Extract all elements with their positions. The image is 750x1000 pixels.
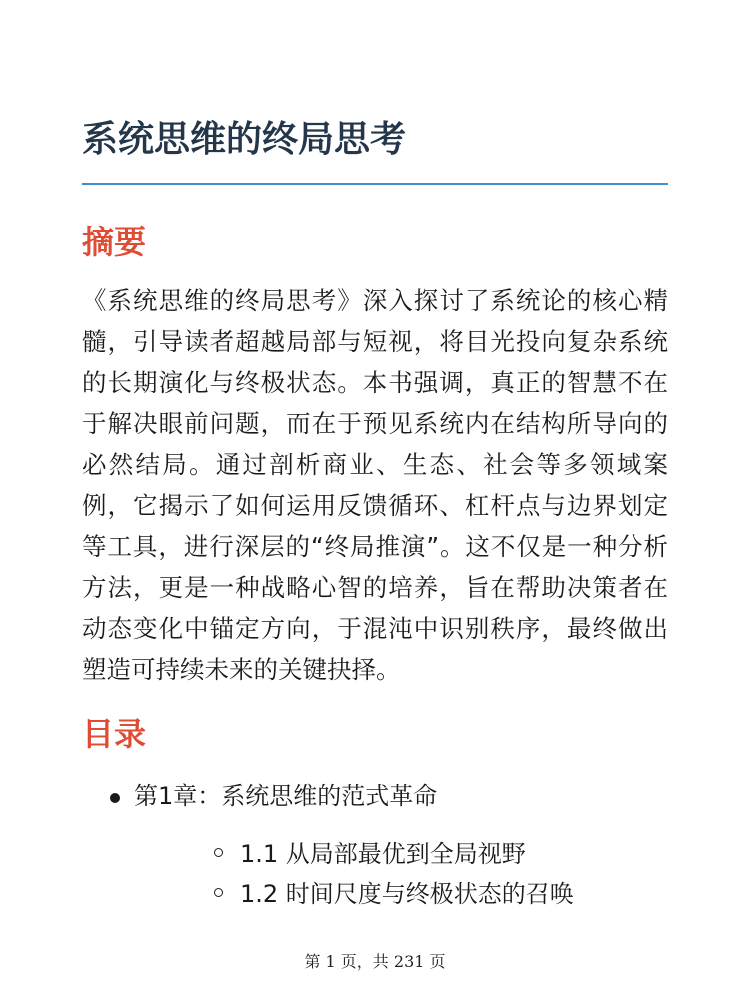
bullet-disc-icon bbox=[110, 793, 120, 803]
bullet-circle-icon bbox=[214, 848, 223, 857]
abstract-heading: 摘要 bbox=[82, 223, 147, 261]
toc-section-label: 1.1 从局部最优到全局视野 bbox=[240, 840, 526, 868]
document-title: 系统思维的终局思考 bbox=[82, 119, 407, 160]
toc-chapter-1-sections bbox=[134, 834, 668, 914]
table-of-contents bbox=[82, 774, 668, 914]
toc-section-1-2[interactable] bbox=[134, 874, 668, 914]
bullet-circle-icon bbox=[214, 888, 223, 897]
toc-section-1-1[interactable] bbox=[134, 834, 668, 874]
toc-section-label: 1.2 时间尺度与终极状态的召唤 bbox=[240, 880, 574, 908]
page-footer: 第 1 页，共 231 页 bbox=[304, 952, 446, 971]
toc-chapter-1[interactable] bbox=[82, 774, 668, 914]
abstract-paragraph: 《系统思维的终局思考》深入探讨了系统论的核心精髓，引导读者超越局部与短视，将目光投向复杂系统的长期演化与终极状态。本书强调，真正的智慧不在于解决眼前问题，而在于预见系统内在结构所导向的必然结局。通过剖析商业、生态、社会等多领域案例，它揭示了如何运用反馈循环、杠杆点与边界划定等工具，进行深层的“终局推演”。这不仅是一种分析方法，更是一种战略心智的培养，旨在帮助决策者在动态变化中锚定方向，于混沌中识别秩序，最终做出塑造可持续未来的关键抉择。 bbox=[82, 286, 668, 684]
title-divider bbox=[82, 183, 668, 185]
toc-heading: 目录 bbox=[82, 715, 147, 753]
toc-chapter-label: 第1章：系统思维的范式革命 bbox=[134, 782, 438, 810]
